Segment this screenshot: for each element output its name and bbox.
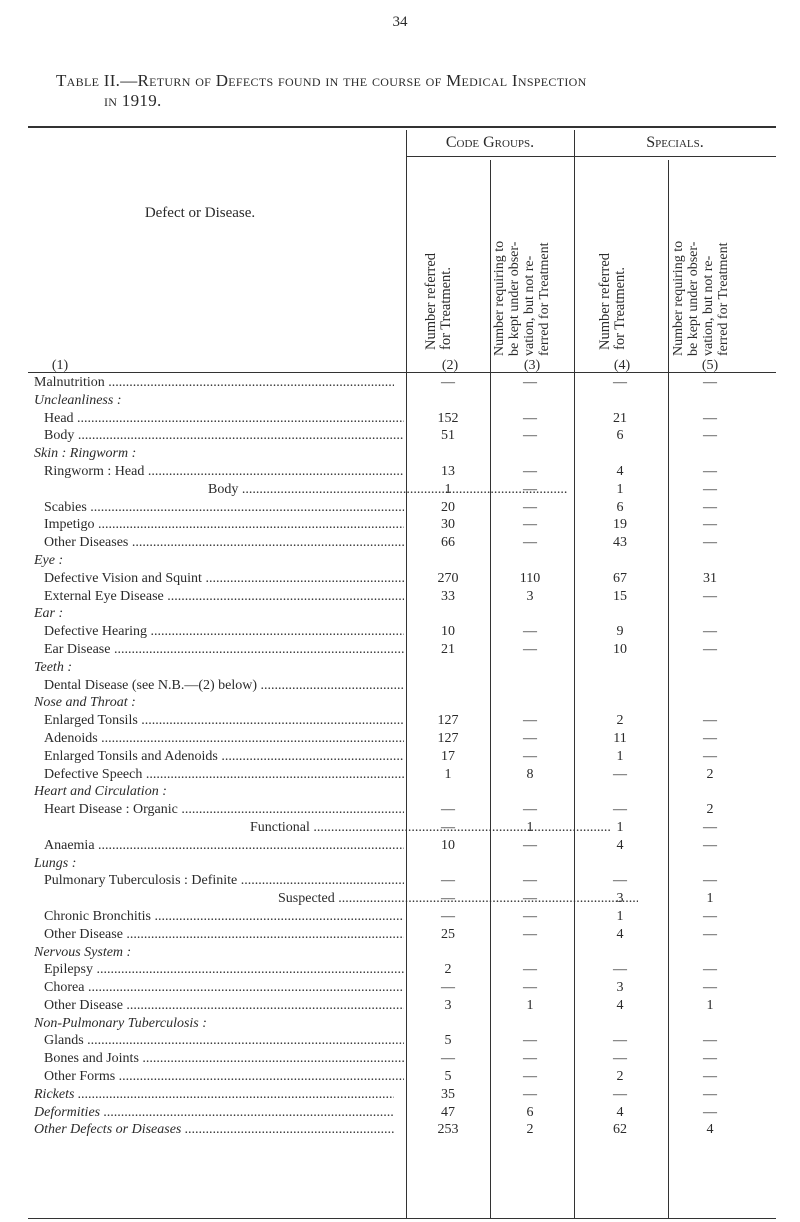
table-row <box>30 926 776 944</box>
cell-c4: 4 <box>616 997 624 1013</box>
cell-c2: 51 <box>441 428 455 444</box>
table-row <box>30 552 776 570</box>
cell-c2: 21 <box>441 641 455 657</box>
cell-c4: 1 <box>616 819 624 835</box>
page-number: 34 <box>392 14 408 30</box>
cell-c4: 6 <box>616 428 624 444</box>
row-label: Non-Pulmonary Tuberculosis : <box>34 1015 207 1031</box>
table-row <box>30 445 776 463</box>
row-label: Other Defects or Diseases ..... <box>34 1121 394 1139</box>
row-label: Ear Disease ..... <box>44 641 404 659</box>
table-row <box>30 819 776 837</box>
column-number-5: (5) <box>701 358 719 373</box>
cell-c3: 2 <box>526 1122 534 1138</box>
cell-c2: 20 <box>441 499 455 515</box>
defect-column-heading: Defect or Disease. <box>144 205 256 221</box>
row-label: Glands ..... <box>44 1032 404 1050</box>
cell-c3: — <box>523 1069 537 1085</box>
cell-c5: — <box>703 375 717 390</box>
table-row <box>30 801 776 819</box>
cell-c3: — <box>523 481 537 497</box>
cell-c3: — <box>523 1051 537 1067</box>
cell-c3: 110 <box>519 570 541 586</box>
code-groups-heading: Code Groups. <box>445 134 535 151</box>
cell-c3: — <box>523 517 537 533</box>
cell-c5: 2 <box>706 802 714 818</box>
cell-c2: 5 <box>444 1033 452 1049</box>
cell-c2: — <box>441 980 455 996</box>
cell-c5: — <box>703 748 717 764</box>
table-row <box>30 534 776 552</box>
row-label: Other Forms ..... <box>44 1068 404 1086</box>
table-row <box>30 979 776 997</box>
cell-c4: 4 <box>616 926 624 942</box>
title-line-2: in 1919. <box>104 91 162 110</box>
cell-c2: 17 <box>441 748 455 764</box>
cell-c4: 21 <box>613 410 627 426</box>
cell-c2: 127 <box>437 730 459 746</box>
cell-c5: — <box>703 641 717 657</box>
table-row <box>30 908 776 926</box>
cell-c5: — <box>703 463 717 479</box>
table-row <box>30 694 776 712</box>
table-row <box>30 783 776 801</box>
table-row <box>30 997 776 1015</box>
cell-c5: — <box>703 713 717 729</box>
table-row <box>30 872 776 890</box>
table-row <box>30 659 776 677</box>
row-label: Impetigo ..... <box>44 516 404 534</box>
cell-c4: 4 <box>616 463 624 479</box>
cell-c2: 47 <box>441 1104 455 1120</box>
column-number-2: (2) <box>441 358 459 373</box>
table-row <box>30 605 776 623</box>
cell-c2: — <box>441 819 455 835</box>
cell-c5: — <box>703 1104 717 1120</box>
table-row <box>30 463 776 481</box>
cell-c3: — <box>523 535 537 551</box>
cell-c4: 4 <box>616 1104 624 1120</box>
cell-c4: 67 <box>613 570 627 586</box>
table-row <box>30 410 776 428</box>
table-row <box>30 677 776 695</box>
cell-c2: 66 <box>441 535 455 551</box>
cell-c3: 8 <box>526 766 534 782</box>
cell-c5: — <box>703 962 717 978</box>
cell-c3: — <box>523 748 537 764</box>
cell-c4: — <box>613 766 627 782</box>
column-5-heading: Number requiring to be kept under obser- vation, but not re- ferred for Treatment <box>671 240 731 356</box>
row-label: Body ..... <box>44 427 404 445</box>
cell-c2: 270 <box>437 570 459 586</box>
cell-c4: 6 <box>616 499 624 515</box>
cell-c5: — <box>703 926 717 942</box>
row-label: Nervous System : <box>34 944 132 960</box>
row-label: Epilepsy ..... <box>44 961 404 979</box>
table-row <box>30 392 776 410</box>
table-row <box>30 481 776 499</box>
cell-c5: — <box>703 819 717 835</box>
table-row <box>30 1050 776 1068</box>
cell-c3: — <box>523 499 537 515</box>
cell-c5: — <box>703 499 717 515</box>
table-row <box>30 623 776 641</box>
row-label: Enlarged Tonsils and Adenoids ..... <box>44 748 404 766</box>
column-number-3: (3) <box>523 358 541 373</box>
row-label: Nose and Throat : <box>34 695 136 711</box>
row-label: Anaemia ..... <box>44 837 404 855</box>
cell-c2: 25 <box>441 926 455 942</box>
cell-c2: 127 <box>437 713 459 729</box>
table-row <box>30 641 776 659</box>
cell-c3: — <box>523 802 537 818</box>
cell-c4: — <box>613 375 627 390</box>
row-label: Bones and Joints ..... <box>44 1050 404 1068</box>
table-row <box>30 766 776 784</box>
cell-c3: — <box>523 375 537 390</box>
cell-c5: — <box>703 535 717 551</box>
table-row <box>30 588 776 606</box>
title-line-1: Table II.—Return of Defects found in the course of Medical Inspection <box>56 71 587 90</box>
cell-c5: — <box>703 980 717 996</box>
cell-c5: — <box>703 837 717 853</box>
cell-c3: — <box>523 410 537 426</box>
cell-c4: 3 <box>616 891 624 907</box>
row-label: Eye : <box>34 552 64 568</box>
cell-c4: 19 <box>613 517 627 533</box>
row-label: Enlarged Tonsils ..... <box>44 712 404 730</box>
cell-c4: — <box>613 1086 627 1102</box>
table-row <box>30 890 776 908</box>
row-label: Other Diseases ..... <box>44 534 404 552</box>
row-label: Pulmonary Tuberculosis : Definite ..... <box>44 872 404 890</box>
row-label: External Eye Disease ..... <box>44 588 404 606</box>
cell-c5: — <box>703 1051 717 1067</box>
cell-c2: — <box>441 375 455 390</box>
cell-c2: 10 <box>441 837 455 853</box>
cell-c5: 4 <box>706 1122 714 1138</box>
table-row <box>30 1086 776 1104</box>
cell-c4: 4 <box>616 837 624 853</box>
cell-c3: — <box>523 837 537 853</box>
row-label: Defective Vision and Squint ..... <box>44 570 404 588</box>
cell-c4: 2 <box>616 1069 624 1085</box>
cell-c5: — <box>703 428 717 444</box>
top-rule <box>28 126 776 128</box>
cell-c3: — <box>523 873 537 889</box>
column-4-heading: Number referred for Treatment. <box>597 252 628 350</box>
cell-c3: — <box>523 713 537 729</box>
table-row <box>30 748 776 766</box>
cell-c3: — <box>523 908 537 924</box>
row-label: Dental Disease (see N.B.—(2) below) ..... <box>44 677 404 695</box>
table-bottom-rule <box>28 1218 776 1219</box>
table-row <box>30 961 776 979</box>
cell-c2: 1 <box>444 481 452 497</box>
row-label: Skin : Ringworm : <box>34 446 137 462</box>
table-body <box>30 374 776 1139</box>
row-label: Malnutrition ..... <box>34 374 394 392</box>
table-row <box>30 1104 776 1122</box>
row-label: Chronic Bronchitis ..... <box>44 908 404 926</box>
cell-c5: — <box>703 410 717 426</box>
row-label: Deformities ..... <box>34 1104 394 1122</box>
cell-c5: — <box>703 1033 717 1049</box>
cell-c3: — <box>523 1086 537 1102</box>
row-label: Heart and Circulation : <box>34 784 167 800</box>
cell-c4: 2 <box>616 713 624 729</box>
column-2-heading: Number referred for Treatment. <box>423 252 454 350</box>
row-label: Chorea ..... <box>44 979 404 997</box>
cell-c5: — <box>703 1069 717 1085</box>
row-label: Lungs : <box>34 855 77 871</box>
cell-c3: — <box>523 624 537 640</box>
row-label: Teeth : <box>34 659 72 675</box>
cell-c4: 1 <box>616 748 624 764</box>
cell-c2: 5 <box>444 1069 452 1085</box>
cell-c5: — <box>703 624 717 640</box>
cell-c3: — <box>523 730 537 746</box>
cell-c4: 15 <box>613 588 627 604</box>
cell-c5: 2 <box>706 766 714 782</box>
cell-c4: 9 <box>616 624 624 640</box>
cell-c5: 31 <box>703 570 717 586</box>
cell-c3: — <box>523 1033 537 1049</box>
cell-c2: 3 <box>444 997 452 1013</box>
row-label: Ear : <box>34 606 64 622</box>
table-row <box>30 1068 776 1086</box>
cell-c3: — <box>523 926 537 942</box>
cell-c4: — <box>613 962 627 978</box>
cell-c2: — <box>441 891 455 907</box>
row-label: Functional ..... <box>250 819 610 837</box>
cell-c5: — <box>703 588 717 604</box>
cell-c2: 13 <box>441 463 455 479</box>
cell-c5: — <box>703 730 717 746</box>
specials-heading: Specials. <box>646 134 704 151</box>
cell-c2: 152 <box>437 410 459 426</box>
row-label: Other Disease ..... <box>44 997 404 1015</box>
cell-c3: — <box>523 641 537 657</box>
row-label: Head ..... <box>44 410 404 428</box>
cell-c3: 3 <box>526 588 534 604</box>
cell-c4: 43 <box>613 535 627 551</box>
cell-c4: — <box>613 1051 627 1067</box>
table-row <box>30 837 776 855</box>
row-label: Other Disease ..... <box>44 926 404 944</box>
cell-c2: 2 <box>444 962 452 978</box>
cell-c5: — <box>703 908 717 924</box>
row-label: Uncleanliness : <box>34 392 122 408</box>
cell-c4: 62 <box>613 1122 627 1138</box>
table-row <box>30 427 776 445</box>
table-row <box>30 499 776 517</box>
row-label: Suspected ..... <box>278 890 638 908</box>
cell-c4: 10 <box>613 641 627 657</box>
column-3-heading: Number requiring to be kept under obser- vation, but not re- ferred for Treatment <box>492 240 552 356</box>
cell-c5: — <box>703 481 717 497</box>
cell-c3: — <box>523 962 537 978</box>
table-row <box>30 516 776 534</box>
cell-c4: — <box>613 873 627 889</box>
cell-c4: 1 <box>616 908 624 924</box>
table-title <box>56 71 776 111</box>
cell-c3: — <box>523 980 537 996</box>
group-header-rule <box>406 156 776 157</box>
row-label: Ringworm : Head ..... <box>44 463 404 481</box>
cell-c4: — <box>613 802 627 818</box>
row-label: Defective Hearing ..... <box>44 623 404 641</box>
table-row <box>30 712 776 730</box>
cell-c3: 1 <box>526 819 534 835</box>
cell-c2: — <box>441 802 455 818</box>
cell-c2: 33 <box>441 588 455 604</box>
table-row <box>30 570 776 588</box>
cell-c5: — <box>703 1086 717 1102</box>
cell-c2: — <box>441 908 455 924</box>
cell-c3: 6 <box>526 1104 534 1120</box>
cell-c2: 30 <box>441 517 455 533</box>
cell-c4: 11 <box>613 730 627 746</box>
column-number-4: (4) <box>613 358 631 373</box>
table-row <box>30 855 776 873</box>
cell-c4: 1 <box>616 481 624 497</box>
cell-c2: 1 <box>444 766 452 782</box>
row-label: Rickets ..... <box>34 1086 394 1104</box>
cell-c5: 1 <box>706 891 714 907</box>
table-row <box>30 944 776 962</box>
table-row <box>30 730 776 748</box>
table-row <box>30 1015 776 1033</box>
cell-c3: — <box>523 428 537 444</box>
cell-c5: — <box>703 517 717 533</box>
cell-c2: 35 <box>441 1086 455 1102</box>
cell-c2: — <box>441 1051 455 1067</box>
row-label: Adenoids ..... <box>44 730 404 748</box>
cell-c3: — <box>523 891 537 907</box>
cell-c2: — <box>441 873 455 889</box>
cell-c3: — <box>523 463 537 479</box>
row-label: Body ..... <box>208 481 568 499</box>
column-number-1: (1) <box>51 358 69 373</box>
cell-c5: 1 <box>706 997 714 1013</box>
cell-c2: 253 <box>437 1122 459 1138</box>
row-label: Defective Speech ..... <box>44 766 404 784</box>
table-row <box>30 374 776 392</box>
table-row <box>30 1121 776 1139</box>
row-label: Heart Disease : Organic ..... <box>44 801 404 819</box>
table-row <box>30 1032 776 1050</box>
cell-c4: — <box>613 1033 627 1049</box>
cell-c4: 3 <box>616 980 624 996</box>
cell-c5: — <box>703 873 717 889</box>
cell-c3: 1 <box>526 997 534 1013</box>
cell-c2: 10 <box>441 624 455 640</box>
row-label: Scabies ..... <box>44 499 404 517</box>
header-bottom-rule <box>28 372 776 373</box>
